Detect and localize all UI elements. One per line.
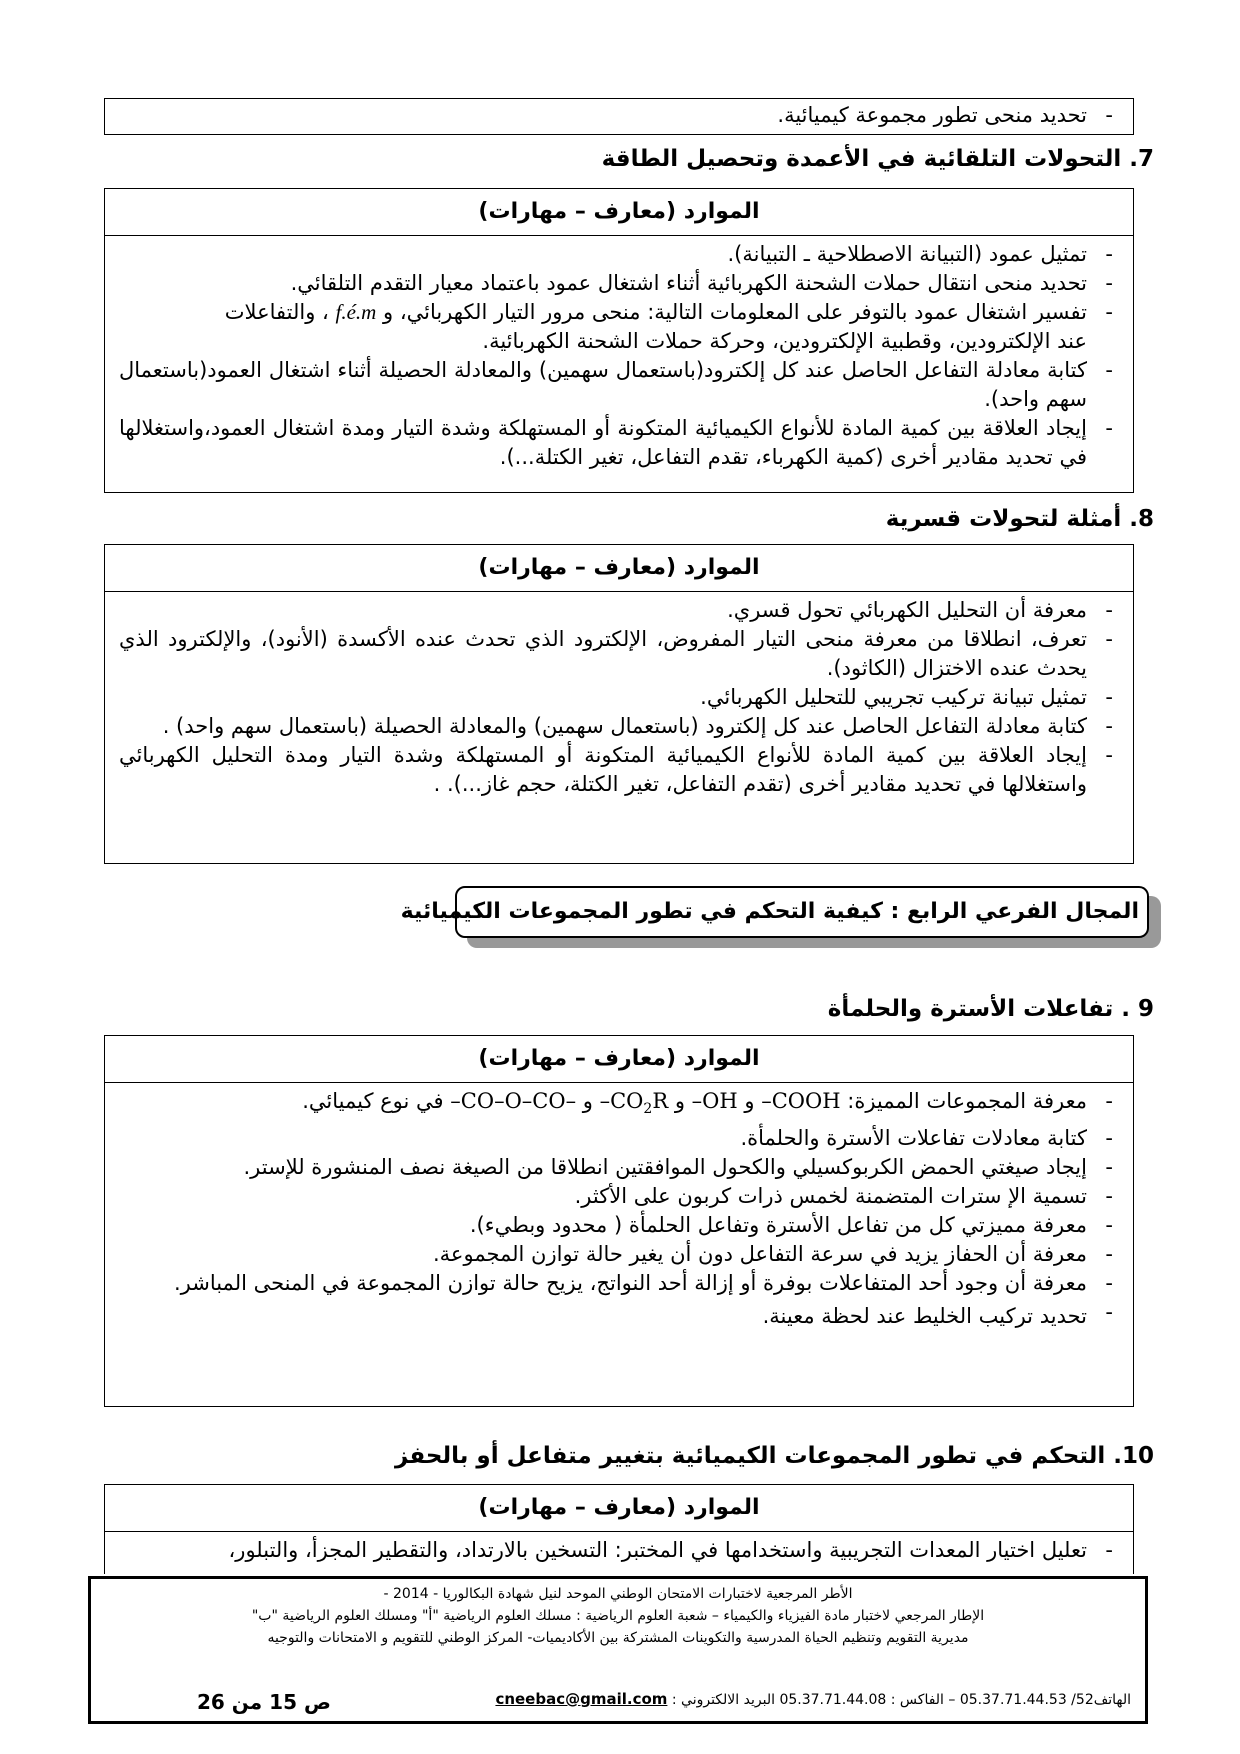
page-footer [88,1576,1148,1724]
subdomain-banner [400,886,1161,948]
formula-cooh: –COOH [761,1089,841,1113]
section10-title: 10. التحكم في تطور المجموعات الكيميائية بتغيير متفاعل أو بالحفز [395,1443,1154,1469]
item-text: عند الإلكترودين، وقطبية الإلكترودين، وحركة حملات الشحنة الكهربائية. [482,329,1087,353]
section7-box [104,188,1134,493]
item-text: معرفة المجموعات المميزة: [847,1089,1087,1113]
footer-contact [495,1688,1131,1711]
footer-line: مديرية التقويم وتنظيم الحياة المدرسية والتكوينات المشتركة بين الأكاديميات- المركز الوطني للتقويم و الامتحانات والتوجيه [267,1630,969,1646]
item-text: ، والتفاعلات [224,300,329,324]
list-item: - كتابة معادلات تفاعلات الأسترة والحلمأة. [119,1124,1117,1153]
and-word: و [674,1089,685,1113]
section8-title: 8. أمثلة لتحولات قسرية [885,506,1154,532]
list-item: - معرفة أن الحفاز يزيد في سرعة التفاعل دون أن يغير حالة توازن المجموعة. [119,1240,1117,1269]
subdomain-title: المجال الفرعي الرابع : كيفية التحكم في تطور المجموعات الكيميائية [455,886,1149,938]
item-text: تفسير اشتغال عمود بالتوفر على المعلومات التالية: منحى مرور التيار الكهربائي، و [383,300,1087,324]
resources-header: الموارد (معارف – مهارات) [105,1036,1133,1083]
formula-co2r: $-CO_2R$ [599,1089,669,1118]
list-item: - كتابة معادلة التفاعل الحاصل عند كل إلكترود(باستعمال سهمين) والمعادلة الحصيلة أثناء اشتغال العمود(باستعمال سهم واحد). [119,356,1117,414]
footer-line: الإطار المرجعي لاختبار مادة الفيزياء والكيمياء – شعبة العلوم الرياضية : مسلك العلوم الرياضية "أ" ومسلك العلوم الرياضية "ب" [251,1608,985,1624]
section9-box [104,1035,1134,1407]
list-item: - تمثيل عمود (التبيانة الاصطلاحية ـ التبيانة). [119,240,1117,269]
resources-header: الموارد (معارف – مهارات) [105,1485,1133,1532]
fem-symbol: f.é.m [335,300,377,324]
list-item [119,1087,1117,1124]
list-item: - كتابة معادلة التفاعل الحاصل عند كل إلكترود (باستعمال سهمين) والمعادلة الحصيلة (باستعمال سهم واحد) . [119,712,1117,741]
resources-header: الموارد (معارف – مهارات) [105,189,1133,236]
list-item: - إيجاد صيغتي الحمض الكربوكسيلي والكحول الموافقتين انطلاقا من الصيغة نصف المنشورة للإستر. [119,1153,1117,1182]
list-item [119,298,1117,356]
and-word: و [582,1089,593,1113]
list-item: - إيجاد العلاقة بين كمية المادة للأنواع الكيميائية المتكونة أو المستهلكة وشدة التيار ومدة التحليل الكهربائي واستغلالها في تحديد مقادير أخرى (تقدم التفاعل، تغير الكتلة، حجم غاز...). . [119,741,1117,799]
section9-title: 9 . تفاعلات الأسترة والحلمأة [827,996,1154,1022]
section10-box [104,1484,1134,1574]
top-box [104,98,1134,135]
item-text: في نوع كيميائي. [302,1089,444,1113]
email-link[interactable]: cneebac@gmail.com [495,1690,668,1708]
contact-text: الهاتف52/ 05.37.71.44.53 – الفاكس : 05.37.71.44.08 البريد الالكتروني : [671,1692,1131,1708]
list-item: - تمثيل تبيانة تركيب تجريبي للتحليل الكهربائي. [119,683,1117,712]
list-item: - تسمية الإ سترات المتضمنة لخمس ذرات كربون على الأكثر. [119,1182,1117,1211]
section8-box [104,544,1134,864]
section7-title: 7. التحولات التلقائية في الأعمدة وتحصيل الطاقة [601,146,1154,172]
formula-oh: –OH [691,1089,738,1113]
list-item: - معرفة أن التحليل الكهربائي تحول قسري. [119,596,1117,625]
resources-header: الموارد (معارف – مهارات) [105,545,1133,592]
list-item: - معرفة مميزتي كل من تفاعل الأسترة وتفاعل الحلمأة ( محدود وبطيء). [119,1211,1117,1240]
list-item: - تحديد منحى تطور مجموعة كيميائية. [119,101,1117,130]
and-word: و [744,1089,755,1113]
list-item: - معرفة أن وجود أحد المتفاعلات بوفرة أو إزالة أحد النواتج، يزيح حالة توازن المجموعة في المنحى المباشر. [119,1269,1117,1298]
list-item: - تحديد منحى انتقال حملات الشحنة الكهربائية أثناء اشتغال عمود باعتماد معيار التقدم التلقائي. [119,269,1117,298]
list-item: - تعليل اختيار المعدات التجريبية واستخدامها في المختبر: التسخين بالارتداد، والتقطير المجزأ، والتبلور، [119,1536,1117,1565]
list-item: - تعرف، انطلاقا من معرفة منحى التيار المفروض، الإلكترود الذي تحدث عنده الأكسدة (الأنود)، والإلكترود الذي يحدث عنده الاختزال (الكاثود). [119,625,1117,683]
list-item: - تحديد تركيب الخليط عند لحظة معينة. [119,1298,1117,1331]
page-number: ص 15 من 26 [197,1690,331,1714]
list-item: - إيجاد العلاقة بين كمية المادة للأنواع الكيميائية المتكونة أو المستهلكة وشدة التيار ومدة اشتغال العمود،واستغلالها في تحديد مقادير أخرى (كمية الكهرباء، تقدم التفاعل، تغير الكتلة...). [119,414,1117,472]
formula-anhydride: –CO–O–CO– [450,1089,577,1113]
footer-line: الأطر المرجعية لاختبارات الامتحان الوطني الموحد لنيل شهادة البكالوريا - 2014 - [383,1586,853,1602]
